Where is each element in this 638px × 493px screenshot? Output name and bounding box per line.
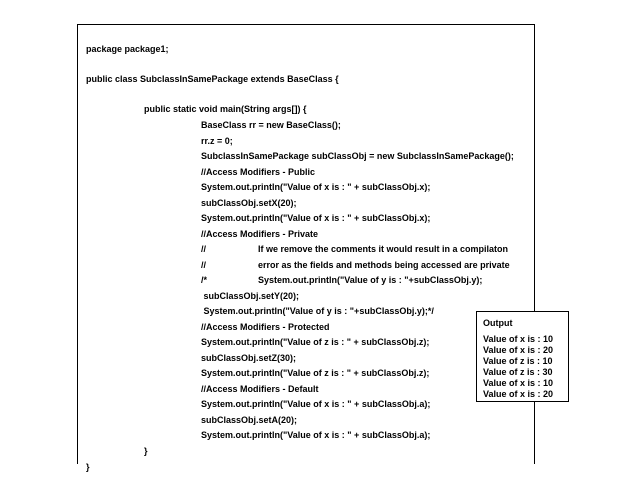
- code-line-main-declaration: public static void main(String args[]) {: [144, 104, 307, 114]
- code-line: subClassObj.setA(20);: [201, 415, 298, 425]
- code-line: subClassObj.setY(20);: [201, 291, 300, 301]
- code-line: subClassObj.setX(20);: [201, 198, 297, 208]
- output-title: Output: [483, 318, 513, 328]
- code-line-package: package package1;: [86, 44, 169, 54]
- code-line: System.out.println("Value of x is : " + subClassObj.x);: [201, 213, 431, 223]
- code-line-close-main: }: [144, 446, 148, 456]
- output-line: Value of x is : 10: [483, 378, 554, 388]
- code-line: BaseClass rr = new BaseClass();: [201, 120, 341, 130]
- code-comment: error as the fields and methods being accessed are private: [258, 260, 510, 270]
- output-panel: [476, 311, 569, 402]
- output-line: Value of x is : 10: [483, 334, 554, 344]
- code-line: System.out.println("Value of x is : " + subClassObj.a);: [201, 399, 431, 409]
- code-comment-marker: /*: [201, 275, 208, 285]
- code-line: System.out.println("Value of y is : "+subClassObj.y);*/: [201, 306, 434, 316]
- code-line: System.out.println("Value of x is : " + subClassObj.x);: [201, 182, 431, 192]
- output-line: Value of z is : 10: [483, 356, 553, 366]
- code-comment: If we remove the comments it would result in a compilaton: [258, 244, 509, 254]
- output-line: Value of x is : 20: [483, 345, 554, 355]
- code-comment: //Access Modifiers - Private: [201, 229, 319, 239]
- code-line: rr.z = 0;: [201, 136, 233, 146]
- code-line: System.out.println("Value of y is : "+subClassObj.y);: [258, 275, 483, 285]
- code-line-close-class: }: [86, 462, 90, 472]
- code-line: SubclassInSamePackage subClassObj = new SubclassInSamePackage();: [201, 151, 514, 161]
- output-line: Value of z is : 30: [483, 367, 553, 377]
- code-comment-marker: //: [201, 244, 207, 254]
- code-line: System.out.println("Value of x is : " + subClassObj.a);: [201, 430, 431, 440]
- output-line: Value of x is : 20: [483, 389, 554, 399]
- code-comment-marker: //: [201, 260, 207, 270]
- code-line: System.out.println("Value of z is : " + subClassObj.z);: [201, 368, 430, 378]
- code-line-class-declaration: public class SubclassInSamePackage extends BaseClass {: [86, 74, 339, 84]
- code-comment: //Access Modifiers - Public: [201, 167, 316, 177]
- code-line: subClassObj.setZ(30);: [201, 353, 297, 363]
- code-line: System.out.println("Value of z is : " + subClassObj.z);: [201, 337, 430, 347]
- code-comment: //Access Modifiers - Default: [201, 384, 319, 394]
- code-comment: //Access Modifiers - Protected: [201, 322, 330, 332]
